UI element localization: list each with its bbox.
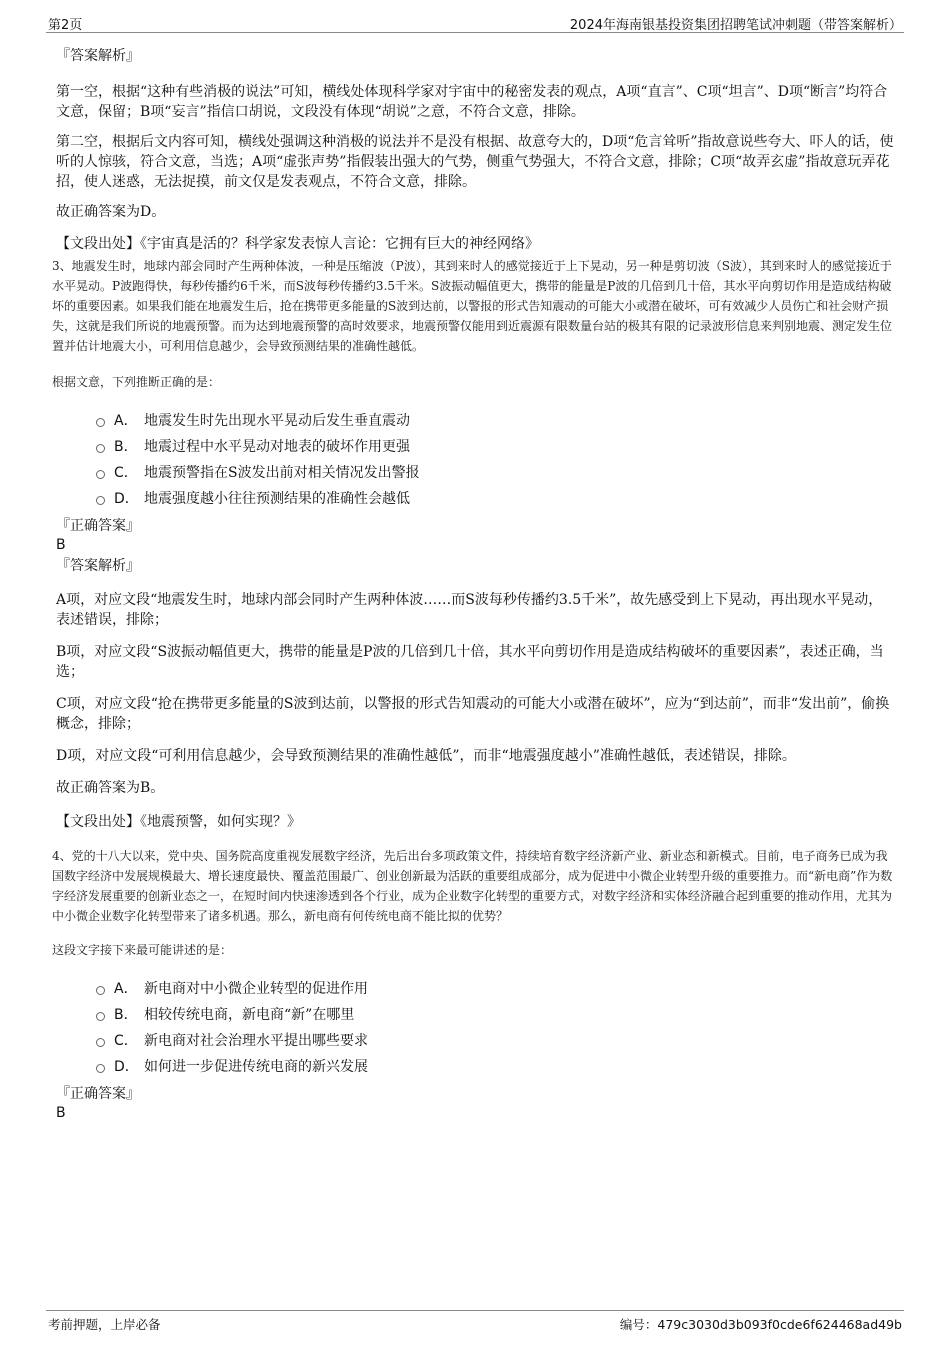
q3-analysis-a: A项，对应文段“地震发生时，地球内部会同时产生两种体波……而S波每秒传播约3.5千米”，故先感受到上下晃动，再出现水平晃动，表述错误，排除； [56, 592, 883, 628]
q3-conclusion: 故正确答案为B。 [56, 780, 165, 796]
q4-options [56, 976, 896, 1080]
page-header [46, 12, 904, 33]
q2-source: 【文段出处】《宇宙真是活的？科学家发表惊人言论：它拥有巨大的神经网络》 [56, 236, 539, 252]
option-text: 地震发生时先出现水平晃动后发生垂直震动 [144, 413, 410, 429]
option-text: 相较传统电商，新电商“新”在哪里 [144, 1007, 355, 1023]
q2-conclusion: 故正确答案为D。 [56, 204, 166, 220]
q4-option-c[interactable]: C． 新电商对社会治理水平提出哪些要求 [56, 1028, 896, 1054]
q2-analysis-para-2: 第二空，根据后文内容可知，横线处强调这种消极的说法并不是没有根据、故意夸大的，D项“危言耸听”指故意说些夸大、吓人的话，使听的人惊骇，符合文意，当选；A项“虚张声势”指假装出强大的气势，侧重气势强大，不符合文意，排除；C项“故弄玄虚”指故意玩弄花招，使人迷惑，无法捉摸，前文仅是发表观点，不符合文意，排除。 [56, 134, 894, 190]
footer-slogan: 考前押题，上岸必备 [48, 1317, 161, 1332]
page-footer [46, 1310, 904, 1333]
option-text: 如何进一步促进传统电商的新兴发展 [144, 1059, 368, 1075]
document-id: 编号：479c3030d3b093f0cde6f624468ad49b [619, 1317, 902, 1332]
option-text: 新电商对社会治理水平提出哪些要求 [144, 1033, 368, 1049]
q3-option-b[interactable]: B． 地震过程中水平晃动对地表的破坏作用更强 [56, 434, 896, 460]
radio-icon[interactable] [96, 470, 105, 479]
option-text: 地震强度越小往往预测结果的准确性会越低 [144, 491, 410, 507]
radio-icon[interactable] [96, 1012, 105, 1021]
q3-answer-label: 『正确答案』 [56, 518, 140, 534]
q3-prompt: 根据文意，下列推断正确的是： [52, 375, 221, 389]
option-text: 地震预警指在S波发出前对相关情况发出警报 [144, 465, 420, 481]
q3-analysis-d: D项，对应文段“可利用信息越少，会导致预测结果的准确性越低”，而非“地震强度越小”准确性越低，表述错误，排除。 [56, 748, 796, 764]
q3-option-d[interactable]: D． 地震强度越小往往预测结果的准确性会越低 [56, 486, 896, 512]
q3-analysis-c: C项，对应文段“抢在携带更多能量的S波到达前，以警报的形式告知震动的可能大小或潜在破坏”，应为“到达前”，而非“发出前”，偷换概念，排除； [56, 696, 890, 732]
radio-icon[interactable] [96, 418, 105, 427]
q4-option-d[interactable]: D． 如何进一步促进传统电商的新兴发展 [56, 1054, 896, 1080]
q2-analysis-label: 『答案解析』 [56, 48, 140, 64]
q3-analysis-b: B项，对应文段“S波振动幅值更大，携带的能量是P波的几倍到几十倍，其水平向剪切作用是造成结构破坏的重要因素”，表述正确，当选； [56, 644, 884, 680]
q3-option-a[interactable]: A． 地震发生时先出现水平晃动后发生垂直震动 [56, 408, 896, 434]
option-text: 新电商对中小微企业转型的促进作用 [144, 981, 368, 997]
q3-options [56, 408, 896, 512]
q2-analysis-para-1: 第一空，根据“这种有些消极的说法”可知，横线处体现科学家对宇宙中的秘密发表的观点，A项“直言”、C项“坦言”、D项“断言”均符合文意，保留；B项“妄言”指信口胡说，文段没有体现“胡说”之意，不符合文意，排除。 [56, 84, 888, 120]
q4-stem: 4、党的十八大以来，党中央、国务院高度重视发展数字经济，先后出台多项政策文件，持续培育数字经济新产业、新业态和新模式。目前，电子商务已成为我国数字经济中发展规模最大、增长速度最快、覆盖范围最广、创业创新最为活跃的重要组成部分，成为促进中小微企业转型升级的重要推力。而“新电商”作为数字经济发展重要的创新业态之一，在短时间内快速渗透到各个行业，成为企业数字化转型的重要方式，对数字经济和实体经济融合起到重要的推动作用，尤其为中小微企业数字化转型带来了诸多机遇。那么，新电商有何传统电商不能比拟的优势？ [52, 849, 893, 923]
q3-analysis-label: 『答案解析』 [56, 558, 140, 574]
q4-answer: B [56, 1105, 66, 1121]
radio-icon[interactable] [96, 1064, 105, 1073]
q4-option-a[interactable]: A． 新电商对中小微企业转型的促进作用 [56, 976, 896, 1002]
q4-option-b[interactable]: B． 相较传统电商，新电商“新”在哪里 [56, 1002, 896, 1028]
q3-stem: 3、地震发生时，地球内部会同时产生两种体波，一种是压缩波（P波），其到来时人的感觉接近于上下晃动，另一种是剪切波（S波），其到来时人的感觉接近于水平晃动。P波跑得快，每秒传播约6千米，而S波每秒传播约3.5千米。S波振动幅值更大，携带的能量是P波的几倍到几十倍，其水平向剪切作用是造成结构破坏的重要因素。如果我们能在地震发生后，抢在携带更多能量的S波到达前，以警报的形式告知震动的可能大小或潜在破坏，可有效减少人员伤亡和社会财产损失，这就是我们所说的地震预警。而为达到地震预警的高时效要求，地震预警仅能用到近震源有限数量台站的极其有限的记录波形信息来判别地震、测定发生位置并估计地震大小，可利用信息越少，会导致预测结果的准确性越低。 [52, 259, 893, 353]
page-number: 第2页 [48, 18, 83, 33]
q3-answer: B [56, 537, 66, 553]
q4-answer-label: 『正确答案』 [56, 1086, 140, 1102]
q3-option-c[interactable]: C． 地震预警指在S波发出前对相关情况发出警报 [56, 460, 896, 486]
radio-icon[interactable] [96, 1038, 105, 1047]
option-text: 地震过程中水平晃动对地表的破坏作用更强 [144, 439, 410, 455]
document-title: 2024年海南银基投资集团招聘笔试冲刺题（带答案解析） [569, 18, 902, 33]
radio-icon[interactable] [96, 986, 105, 995]
q4-prompt: 这段文字接下来最可能讲述的是： [52, 943, 233, 957]
page-content [52, 44, 896, 1122]
radio-icon[interactable] [96, 444, 105, 453]
radio-icon[interactable] [96, 496, 105, 505]
q3-source: 【文段出处】《地震预警，如何实现？》 [56, 814, 301, 830]
